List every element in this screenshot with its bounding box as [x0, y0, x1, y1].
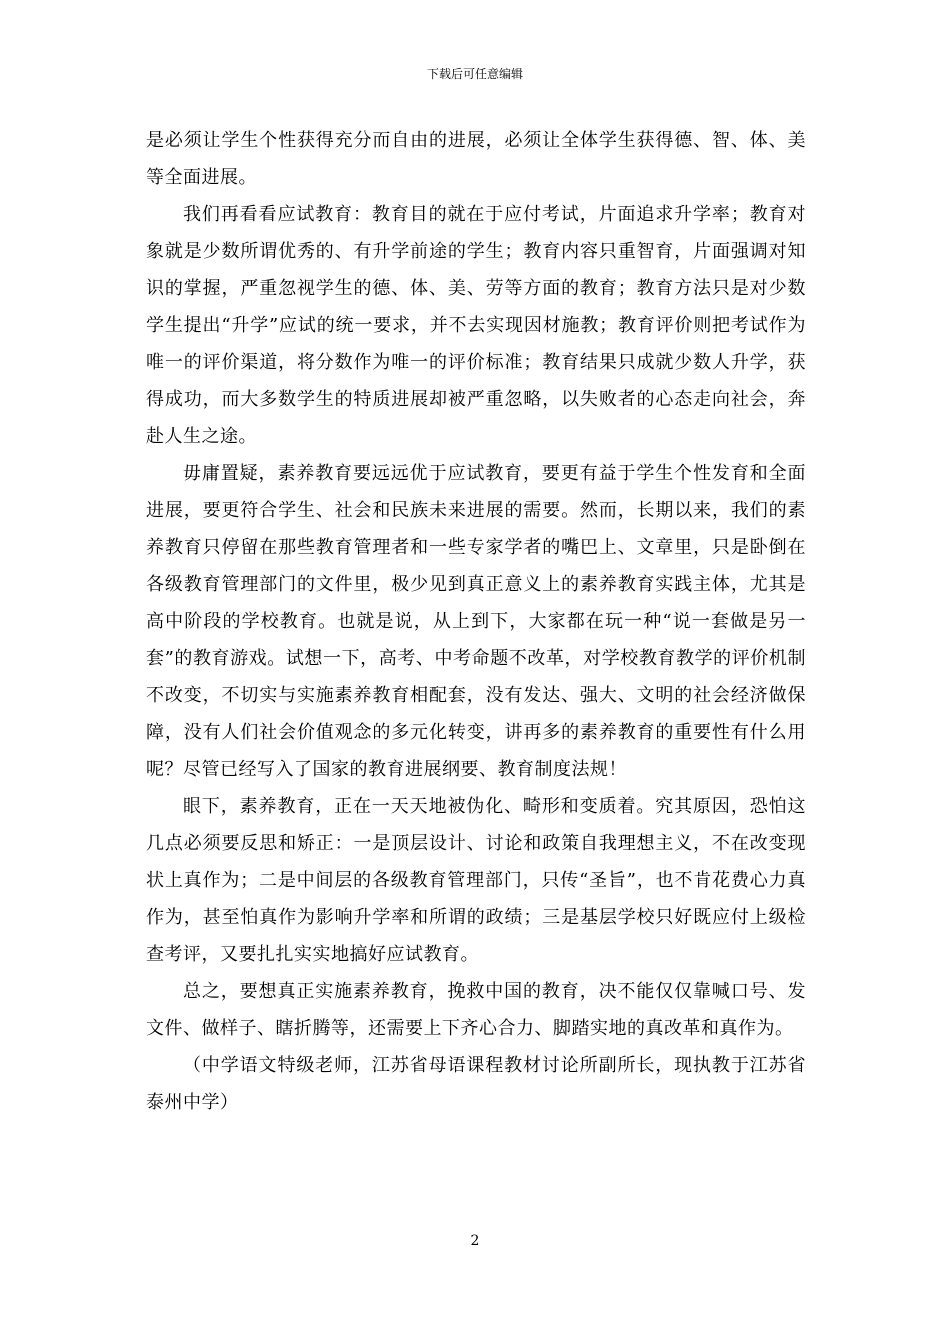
page-header: 下载后可任意编辑: [426, 67, 523, 81]
paragraph-exam-education: 我们再看看应试教育：教育目的就在于应付考试，片面追求升学率；教育对象就是少数所谓优秀的、有升学前途的学生；教育内容只重智育，片面强调对知识的掌握，严重忽视学生的德、体、美、劳等方面的教育；教育方法只是对少数学生提出“升学”应试的统一要求，并不去实现因材施教；教育评价则把考试作为唯一的评价渠道，将分数作为唯一的评价标准；教育结果只成就少数人升学，获得成功，而大多数学生的特质进展却被严重忽略，以失败者的心态走向社会，奔赴人生之途。: [146, 204, 806, 447]
paragraph-current-situation: 眼下，素养教育，正在一天天地被伪化、畸形和变质着。究其原因，恐怕这几点必须要反思和矫正：一是顶层设计、讨论和政策自我理想主义，不在改变现状上真作为；二是中间层的各级教育管理部门，只传“圣旨”，也不肯花费心力真作为，甚至怕真作为影响升学率和所谓的政绩；三是基层学校只好既应付上级检查考评，又要扎扎实实地搞好应试教育。: [146, 796, 806, 965]
paragraph-conclusion: 总之，要想真正实施素养教育，挽救中国的教育，决不能仅仅靠喊口号、发文件、做样子、瞎折腾等，还需要上下齐心合力、脚踏实地的真改革和真作为。: [146, 981, 806, 1039]
paragraph-quality-education: 毋庸置疑，素养教育要远远优于应试教育，要更有益于学生个性发育和全面进展，要更符合学生、社会和民族未来进展的需要。然而，长期以来，我们的素养教育只停留在那些教育管理者和一些专家学者的嘴巴上、文章里，只是卧倒在各级教育管理部门的文件里，极少见到真正意义上的素养教育实践主体，尤其是高中阶段的学校教育。也就是说，从上到下，大家都在玩一种“说一套做是另一套”的教育游戏。试想一下，高考、中考命题不改革，对学校教育教学的评价机制不改变，不切实与实施素养教育相配套，没有发达、强大、文明的社会经济做保障，没有人们社会价值观念的多元化转变，讲再多的素养教育的重要性有什么用呢？尽管已经写入了国家的教育进展纲要、教育制度法规！: [146, 463, 806, 780]
paragraph-continuation: 是必须让学生个性获得充分而自由的进展，必须让全体学生获得德、智、体、美等全面进展。: [146, 130, 806, 188]
page-number: 2: [470, 1233, 480, 1249]
document-body: [146, 122, 806, 1121]
author-note: （中学语文特级老师，江苏省母语课程教材讨论所副所长，现执教于江苏省泰州中学）: [146, 1055, 806, 1113]
